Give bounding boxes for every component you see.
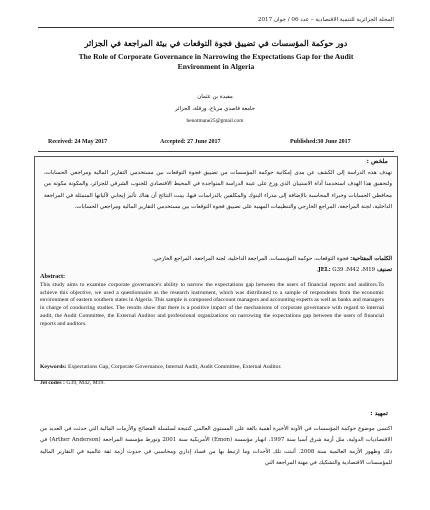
dates-divider <box>38 151 394 152</box>
author-name: مفيدة بن عثمان <box>197 94 233 100</box>
title-arabic: دور حوكمة المؤسسات في تضييق فجوة التوقعات في بيئة المراجعة في الجزائر <box>84 38 348 48</box>
jel-arabic <box>44 265 392 276</box>
intro-body: اكتسى موضوع حوكمة المؤسسات في الآونة الأخيرة أهمية بالغة على المستوى العالمي كنتيجة لسلسلة الفضائح والأزمات المالية التي حدثت في العديد من الاقتصاديات الدولية، مثل أزمة شرق آسيا سنة 1997، انهيار مؤسسة (Emon) الأمريكية سنة 2001 وتورط مؤسسة المراجعة (Arther Anderson) في ذلك وظهور الأزمة العالمية سنة 2008. أثبتت تلك الأحداث وما ارتبط بها من فساد إداري ومحاسبي في حدوث أزمة ثقة عالمية في التقارير المالية للمؤسسات الاقتصادية والتشكيك في مهنة المراجعة التي <box>40 426 392 467</box>
keywords-english-label: Keywords: <box>40 364 67 370</box>
jel-arabic-codes: G39 ،M42 ،M19. <box>316 267 376 273</box>
author-email[interactable]: benotmane25@gmail.com <box>186 118 244 124</box>
abstract-arabic-body: تهدف هذه الدراسة إلى الكشف عن مدى إمكانية حوكمة المؤسسات من تضييق فجوة التوقعات بين مستخدمي التقارير المالية ومراجعي الحسابات، ولتحقيق هذا الهدف استخدمنا أداة الاستبيان الذي وزع على عينة الدراسة المتواجدة في المحيط الاقتصادي للجنوب الشرقي للجزائر، والمكونة مكونة من محافظي الحسابات وخبراء المحاسبة بالإضافة إلى مدراء البنوك والمكلفين بالدراسات فيها، بينت النتائج أن هناك تأثير إيجابي لآلياتها المتمثلة في المراجعة الداخلية، لجنة المراجعة، المراجع الخارجي والتنظيمات المهنية على تضييق فجوة التوقعات بين مستخدمي التقارير المالية ومراجعي الحسابات. <box>44 170 392 211</box>
jel-english-label: Jel codes : <box>40 380 65 386</box>
journal-header: المجلة الجزائرية للتنمية الاقتصادية – عدد 06 / جوان 2017 <box>257 17 394 23</box>
keywords-arabic <box>44 254 392 265</box>
abstract-english-heading: Abstract: <box>40 273 66 280</box>
jel-arabic-label: تصنيف JEL: <box>318 267 392 273</box>
title-english: The Role of Corporate Governance in Narrowing the Expectations Gap for the Audit Environment in Algeria <box>78 52 354 71</box>
intro-heading: تمهيد : <box>370 410 388 417</box>
keywords-english <box>40 364 384 372</box>
keywords-arabic-text: فجوة التوقعات، حوكمة المؤسسات، المراجعة الداخلية، لجنة المراجعة، المراجع الخارجي. <box>152 256 349 262</box>
keywords-english-text: Expectations Gap, Corporate Governance, Internal Audit, Audit Committee, External Auditor. <box>67 364 282 370</box>
abstract-arabic-heading: ملخص : <box>366 158 388 165</box>
jel-english <box>40 380 384 388</box>
abstract-english-body: This study aims to examine corporate governance's ability to narrow the expectations gap between the users of financial reports and auditors.To achieve this objective, we used a questionnaire as the research instrument, which was distributed to a sample of respondents from the economic environment of eastern southern states in Algeria. This sample is composed ofaccount managers and accounting experts as well as banks and managers in charge of conducting studies. The results show that there is a positive impact of the mechanisms of corporate governance with regard to internal audit, the Audit Committee, the External Auditor and professional organizations on narrowing the expectations gap between the users of financial reports and auditors. <box>40 282 384 327</box>
date-received: Received: 24 May 2017 <box>48 139 108 145</box>
jel-english-codes: G39, M42, M19. <box>66 380 105 386</box>
author-affiliation: جامعة قاصدي مرباح، ورقلة، الجزائر <box>174 106 256 112</box>
keywords-arabic-label: الكلمات المفتاحية: <box>350 256 392 262</box>
header-divider <box>38 27 394 28</box>
date-accepted: Accepted: 27 June 2017 <box>160 139 221 145</box>
date-published: Published:30 June 2017 <box>290 139 351 145</box>
